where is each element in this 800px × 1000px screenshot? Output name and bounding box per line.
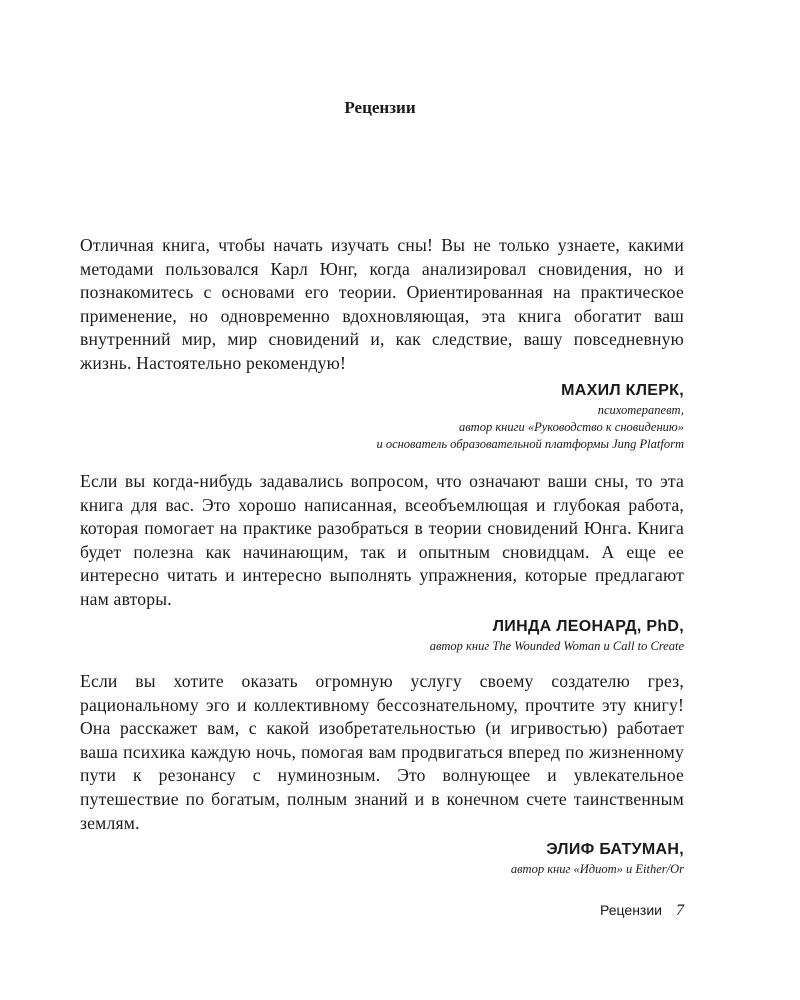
page-number: 7: [676, 902, 684, 919]
review-author: [80, 616, 684, 655]
review-author: [80, 380, 684, 453]
review-text: Если вы когда-нибудь задавались вопросом, что означают ваши сны, то эта книга для вас. Это хорошо написанная, всеобъемлющая и глубокая работа, которая помогает на практике разобраться в теории сновидений Юнга. Книга будет полезна как начинающим, так и опытным сновидцам. А еще ее интересно читать и интересно выполнять упражнения, которые предлагают нам авторы.: [80, 471, 684, 609]
author-credit: автор книг «Идиот» и Either/Or: [510, 862, 684, 877]
author-name: ЭЛИФ БАТУМАН,: [546, 841, 684, 859]
page-title: Рецензии: [344, 98, 416, 117]
review-text: Отличная книга, чтобы начать изучать сны! Вы не только узнаете, какими методами пользовался Карл Юнг, когда анализировал сновидения, но и познакомитесь с основами его теории. Ориентированная на практическое применение, но одновременно вдохновляющая, эта книга обогатит ваш внутренний мир, мир сновидений и, как следствие, вашу повседневную жизнь. Настоятельно рекомендую!: [80, 235, 684, 373]
review-1: [80, 234, 684, 453]
author-credit: психотерапевт,: [597, 402, 684, 417]
author-credit: автор книги «Руководство к сновидению»: [459, 419, 684, 434]
author-name: ЛИНДА ЛЕОНАРД, PhD,: [492, 617, 684, 635]
review-2: [80, 470, 684, 655]
review-author: [80, 839, 684, 878]
author-credit: и основатель образовательной платформы Jung Platform: [376, 436, 684, 451]
review-3: [80, 670, 684, 878]
footer-section-title: Рецензии: [600, 902, 662, 918]
page-footer: [600, 902, 684, 920]
author-credit: автор книг The Wounded Woman и Call to Create: [429, 638, 684, 653]
author-name: МАХИЛ КЛЕРК,: [561, 381, 684, 399]
review-text: Если вы хотите оказать огромную услугу своему создателю грез, рациональному эго и коллективному бессознательному, прочтите эту книгу! Она расскажет вам, с какой изобретательностью (и игривостью) работает ваша психика каждую ночь, помогая вам продвигаться вперед по жизненному пути к резонансу с нуминозным. Это волнующее и увлекательное путешествие по богатым, полным знаний и в конечном счете таинственным землям.: [80, 671, 684, 833]
